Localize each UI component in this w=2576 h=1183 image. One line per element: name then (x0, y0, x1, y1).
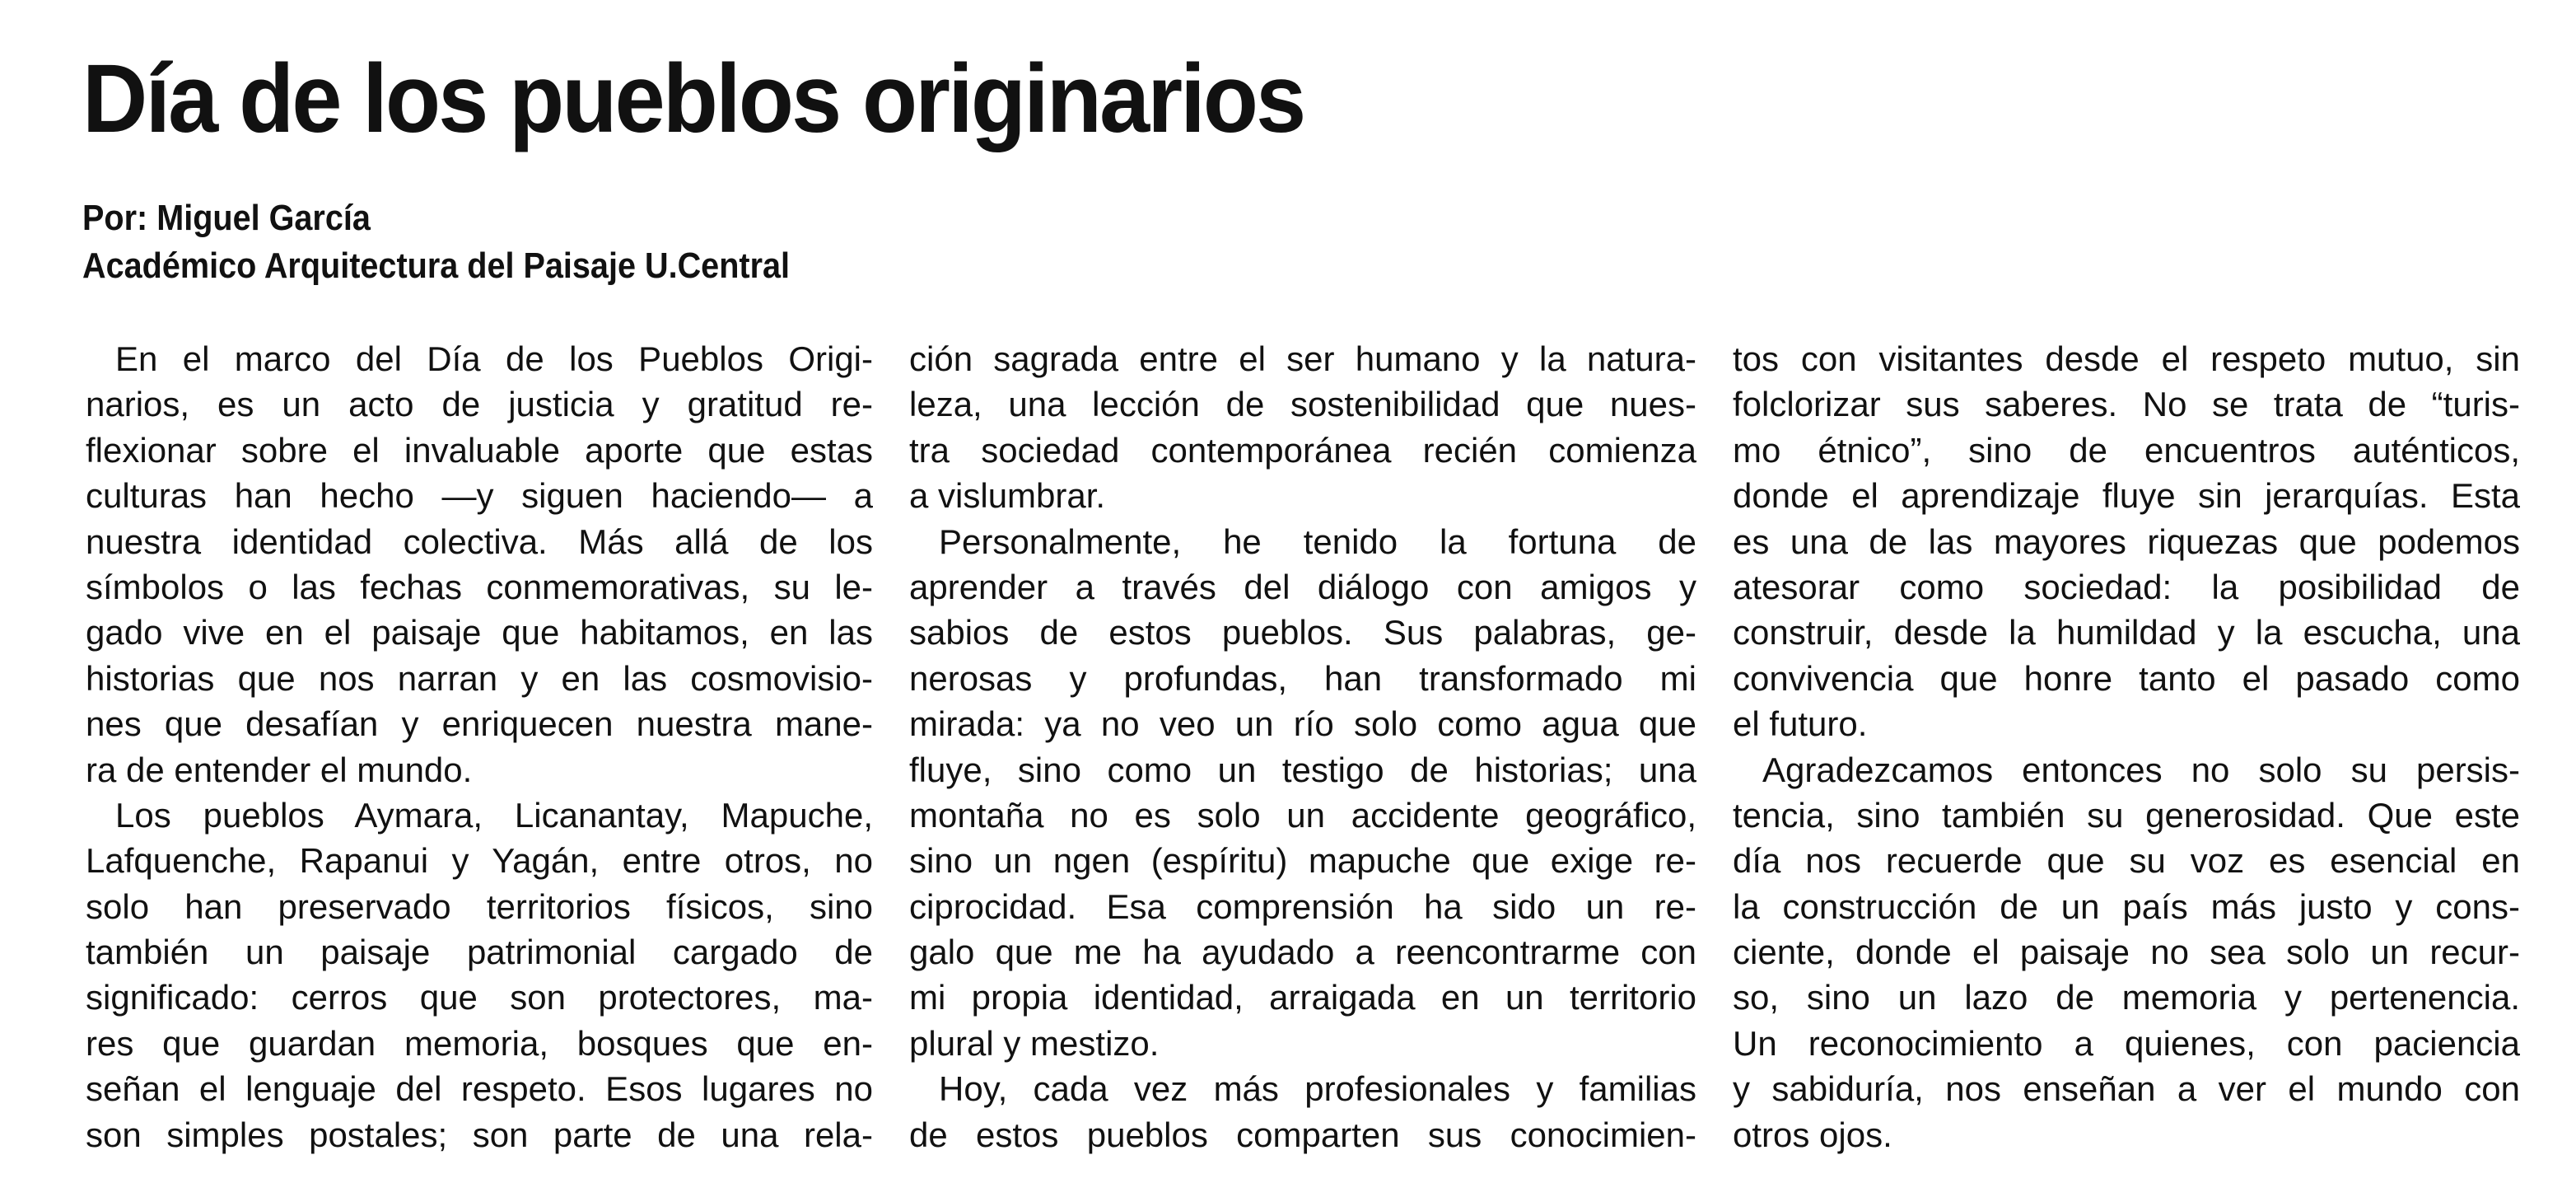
body-text-line: montaña no es solo un accidente geográfico, (909, 795, 1696, 835)
body-text-line: también un paisaje patrimonial cargado de (86, 933, 873, 972)
body-text-line: donde el aprendizaje fluye sin jerarquías. Esta (1733, 476, 2520, 516)
body-text-line: Los pueblos Aymara, Licanantay, Mapuche, (115, 795, 873, 835)
body-text-line: folclorizar sus saberes. No se trata de “turis- (1733, 385, 2520, 424)
body-text-line: y sabiduría, nos enseñan a ver el mundo con (1733, 1069, 2520, 1109)
body-text-line: ción sagrada entre el ser humano y la natura- (909, 339, 1696, 378)
body-text-line: En el marco del Día de los Pueblos Origi- (115, 339, 873, 378)
body-text-line: Hoy, cada vez más profesionales y familias (939, 1069, 1696, 1109)
body-text-line: solo han preservado territorios físicos, sino (86, 886, 873, 926)
body-text-line: sino un ngen (espíritu) mapuche que exige re- (909, 841, 1696, 881)
body-text-line: res que guardan memoria, bosques que en- (86, 1023, 873, 1063)
body-text-line: tencia, sino también su generosidad. Que este (1733, 795, 2520, 835)
body-text-line: narios, es un acto de justicia y gratitud re- (86, 385, 873, 424)
body-text-line: día nos recuerde que su voz es esencial en (1733, 841, 2520, 881)
body-column-2 (909, 336, 1696, 1157)
byline (82, 194, 790, 290)
body-text-line: ciente, donde el paisaje no sea solo un recur- (1733, 933, 2520, 972)
body-text-line: el futuro. (1733, 704, 1868, 744)
body-text-line: plural y mestizo. (909, 1023, 1160, 1063)
body-text-line: Agradezcamos entonces no solo su persis- (1762, 750, 2520, 789)
body-text-line: atesorar como sociedad: la posibilidad de (1733, 567, 2520, 606)
body-text-line: la construcción de un país más justo y cons- (1733, 886, 2520, 926)
body-text-line: mi propia identidad, arraigada en un territorio (909, 978, 1696, 1017)
body-column-1 (86, 336, 873, 1157)
body-text-line: símbolos o las fechas conmemorativas, su le- (86, 567, 873, 606)
body-text-line: otros ojos. (1733, 1115, 1892, 1154)
body-text-line: Lafquenche, Rapanui y Yagán, entre otros, no (86, 841, 873, 881)
body-text-line: nes que desafían y enriquecen nuestra mane- (86, 704, 873, 744)
body-text-line: culturas han hecho —y siguen haciendo— a (86, 476, 873, 516)
author-name: Por: Miguel García (82, 198, 371, 238)
author-affiliation: Académico Arquitectura del Paisaje U.Central (82, 245, 791, 286)
body-text-line: so, sino un lazo de memoria y pertenencia. (1733, 978, 2520, 1017)
body-text-line: leza, una lección de sostenibilidad que nues- (909, 385, 1696, 424)
body-column-3 (1733, 336, 2520, 1157)
body-text-line: nerosas y profundas, han transformado mi (909, 658, 1696, 698)
body-text-line: tra sociedad contemporánea recién comienza (909, 430, 1696, 470)
body-text-line: a vislumbrar. (909, 476, 1106, 516)
body-text-line: señan el lenguaje del respeto. Esos lugares no (86, 1069, 873, 1109)
body-text-line: Un reconocimiento a quienes, con paciencia (1733, 1023, 2520, 1063)
body-text-line: nuestra identidad colectiva. Más allá de los (86, 521, 873, 561)
body-text-line: significado: cerros que son protectores, ma- (86, 978, 873, 1017)
body-text-line: fluye, sino como un testigo de historias; una (909, 750, 1696, 789)
body-text-line: aprender a través del diálogo con amigos y (909, 567, 1696, 606)
body-text-line: gado vive en el paisaje que habitamos, en las (86, 613, 873, 652)
body-text-line: construir, desde la humildad y la escucha, una (1733, 613, 2520, 652)
body-text-line: de estos pueblos comparten sus conocimien- (909, 1115, 1696, 1154)
body-text-line: son simples postales; son parte de una rela- (86, 1115, 873, 1154)
body-text-line: historias que nos narran y en las cosmovisio- (86, 658, 873, 698)
body-text-line: tos con visitantes desde el respeto mutuo, sin (1733, 339, 2520, 378)
body-text-line: mirada: ya no veo un río solo como agua que (909, 704, 1696, 744)
body-text-line: ra de entender el mundo. (86, 750, 473, 789)
body-text-line: Personalmente, he tenido la fortuna de (939, 521, 1696, 561)
body-text-line: es una de las mayores riquezas que podemos (1733, 521, 2520, 561)
body-text-line: mo étnico”, sino de encuentros auténticos, (1733, 430, 2520, 470)
body-text-line: sabios de estos pueblos. Sus palabras, ge- (909, 613, 1696, 652)
body-text-line: galo que me ha ayudado a reencontrarme con (909, 933, 1696, 972)
body-text-line: ciprocidad. Esa comprensión ha sido un re- (909, 886, 1696, 926)
article-title: Día de los pueblos originarios (82, 44, 1304, 153)
body-text-line: flexionar sobre el invaluable aporte que estas (86, 430, 873, 470)
body-text-line: convivencia que honre tanto el pasado como (1733, 658, 2520, 698)
